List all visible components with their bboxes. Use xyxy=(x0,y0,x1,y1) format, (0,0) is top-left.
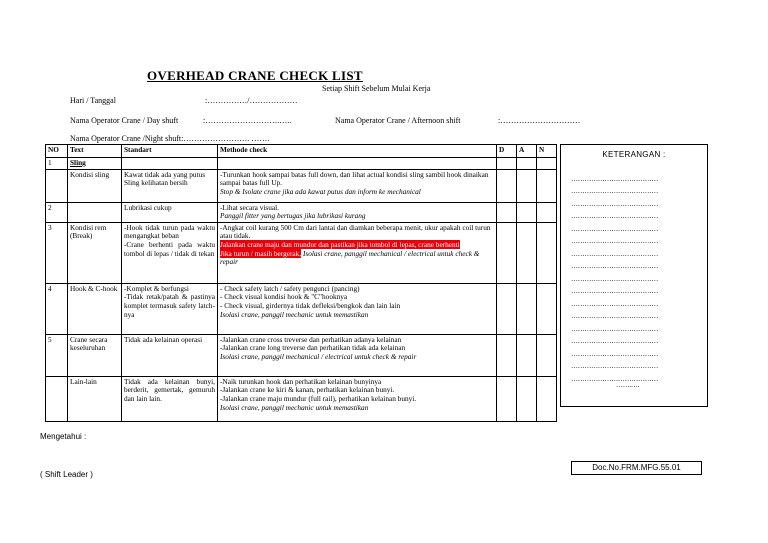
check-a[interactable] xyxy=(517,222,537,283)
afternoon-shift-operator-field[interactable]: :………………………… xyxy=(498,116,581,125)
check-a[interactable] xyxy=(517,283,537,334)
table-row xyxy=(46,334,557,376)
row-method: - Check safety latch / safety pengunci (pancing) - Check visual kondisi hook & "C"hooknya - Check visual, girdernya tidak defleksi/bengkok dan lain lain Isolasi crane, panggil mechanic untuk memastikan xyxy=(218,283,497,334)
table-row xyxy=(46,376,557,421)
night-shift-operator-line[interactable]: Nama Operator Crane /Night shuft:……………………. ……. xyxy=(70,134,270,143)
row-no: 1 xyxy=(46,158,68,170)
afternoon-shift-operator-label: Nama Operator Crane / Afternoon shift xyxy=(335,116,461,125)
keterangan-line[interactable]: ………………………………… xyxy=(571,375,659,383)
row-standart: -Hook tidak turun pada waktu mengangkat beban -Crane berhenti pada waktu tombol di lepas / tidak di tekan xyxy=(122,222,218,283)
row-text: Sling xyxy=(68,158,122,170)
row-standart: Lubrikasi cukup xyxy=(122,202,218,222)
keterangan-line[interactable]: ………………………………… xyxy=(571,225,659,233)
table-row xyxy=(46,158,557,170)
check-n[interactable] xyxy=(537,376,557,421)
row-standart: Tidak ada kelainan operasi xyxy=(122,334,218,376)
row-standart: -Komplet & berfungsi -Tidak retak/patah & pastinya komplet termasuk safety latch-nya xyxy=(122,283,218,334)
row-text: Hook & C-hook xyxy=(68,283,122,334)
row-text: Kondisi sling xyxy=(68,169,122,202)
check-d[interactable] xyxy=(497,376,517,421)
day-shift-operator-field[interactable]: :……………………….….. xyxy=(203,116,292,125)
shift-leader-label: ( Shift Leader ) xyxy=(40,470,93,479)
row-method: -Angkat coil kurang 500 Cm dari lantai dan diamkan beberapa menit, ukur apakah coil turun atau tidak. Jalankan crane maju dan mundur dan pastikan jika tombol di lepas, crane berhenti Jika turun / masih bergerak, Isolasi crane, panggil mechanical / electrical untuk check & repair xyxy=(218,222,497,283)
check-d[interactable] xyxy=(497,202,517,222)
keterangan-line[interactable]: ………………………………… xyxy=(571,200,659,208)
row-text: Lain-lain xyxy=(68,376,122,421)
check-a[interactable] xyxy=(517,376,537,421)
check-n[interactable] xyxy=(537,222,557,283)
keterangan-line[interactable]: ………………………………… xyxy=(571,262,659,270)
checklist-table xyxy=(45,144,557,422)
row-no: 4 xyxy=(46,283,68,334)
check-a[interactable] xyxy=(517,169,537,202)
keterangan-line[interactable]: ………………………………… xyxy=(571,337,659,345)
highlight-red: Jalankan crane maju dan mundur dan pastikan jika tombol di lepas, crane berhenti xyxy=(220,239,460,249)
row-method: -Lihat secara visual. Panggil fitter yang bertugas jika lubrikasi kurang xyxy=(218,202,497,222)
keterangan-line[interactable]: ………………………………… xyxy=(571,212,659,220)
keterangan-line[interactable]: ………………………………… xyxy=(571,362,659,370)
check-n[interactable] xyxy=(537,158,557,170)
date-label: Hari / Tanggal xyxy=(70,96,116,105)
row-method: -Turunkan hook sampai batas full down, dan lihat actual kondisi sling sambil hook dinaikan sampai batas full Up. Stop & Isolate crane jika ada kawat putus dan inform ke mechanical xyxy=(218,169,497,202)
header-a: A xyxy=(517,145,537,158)
keterangan-line[interactable]: ………………………………… xyxy=(571,300,659,308)
header-no: NO xyxy=(46,145,68,158)
check-d[interactable] xyxy=(497,334,517,376)
mengetahui-label: Mengetahui : xyxy=(40,432,87,441)
keterangan-line[interactable]: ………………………………… xyxy=(571,237,659,245)
header-standart: Standart xyxy=(122,145,218,158)
row-method: -Naik turunkan hook dan perhatikan kelainan bunyinya -Jalankan crane ke kiri & kanan, perhatikan kelainan bunyi. -Jalankan crane maju mundur (full rail), perhatikan kelainan bunyi. Isolasi crane, panggil mechanic untuk memastikan xyxy=(218,376,497,421)
table-row xyxy=(46,283,557,334)
highlight-red: Jika turun / masih bergerak, xyxy=(220,248,302,258)
row-text: Kondisi rem (Break) xyxy=(68,222,122,283)
keterangan-line[interactable]: ………………………………… xyxy=(571,325,659,333)
table-row xyxy=(46,202,557,222)
keterangan-line[interactable]: ………………………………… xyxy=(571,250,659,258)
check-d[interactable] xyxy=(497,222,517,283)
check-n[interactable] xyxy=(537,334,557,376)
keterangan-line-short[interactable]: …….…. xyxy=(616,381,640,389)
check-d[interactable] xyxy=(497,158,517,170)
table-row xyxy=(46,222,557,283)
keterangan-line[interactable]: ………………………………… xyxy=(571,312,659,320)
keterangan-line[interactable]: ………………………………… xyxy=(571,350,659,358)
row-method: -Jalankan crane cross treverse dan perhatikan adanya kelainan -Jalankan crane long treverse dan perhatikan tidak ada kelainan Isolasi crane, panggil mechanical / electrical untuk check & repair xyxy=(218,334,497,376)
check-a[interactable] xyxy=(517,334,537,376)
check-n[interactable] xyxy=(537,202,557,222)
check-d[interactable] xyxy=(497,283,517,334)
row-standart: Tidak ada kelainan bunyi, berderit, gemertak, gemuruh dan lain lain. xyxy=(122,376,218,421)
date-field[interactable]: :……………/……………… xyxy=(205,96,298,105)
keterangan-line[interactable]: ………………………………… xyxy=(571,187,659,195)
check-n[interactable] xyxy=(537,169,557,202)
keterangan-box xyxy=(560,144,708,407)
header-text: Text xyxy=(68,145,122,158)
row-standart: Kawat tidak ada yang putus Sling kelihatan bersih xyxy=(122,169,218,202)
check-n[interactable] xyxy=(537,283,557,334)
day-shift-operator-label: Nama Operator Crane / Day shuft xyxy=(70,116,179,125)
document-number: Doc.No.FRM.MFG.55.01 xyxy=(571,461,702,475)
table-header-row xyxy=(46,145,557,158)
keterangan-line[interactable]: ………………………………… xyxy=(571,175,659,183)
check-d[interactable] xyxy=(497,169,517,202)
row-no: 5 xyxy=(46,334,68,376)
row-text: Crane secara keseluruhan xyxy=(68,334,122,376)
document-title: OVERHEAD CRANE CHECK LIST xyxy=(147,68,363,83)
row-no: 3 xyxy=(46,222,68,283)
header-d: D xyxy=(497,145,517,158)
header-methode-check: Methode check xyxy=(218,145,497,158)
keterangan-title: KETERANGAN : xyxy=(602,150,666,159)
keterangan-line[interactable]: ………………………………… xyxy=(571,275,659,283)
header-n: N xyxy=(537,145,557,158)
shift-note: Setiap Shift Sebelum Mulai Kerja xyxy=(322,84,431,93)
table-row xyxy=(46,169,557,202)
keterangan-line[interactable]: ………………………………… xyxy=(571,287,659,295)
check-a[interactable] xyxy=(517,158,537,170)
row-no: 2 xyxy=(46,202,68,222)
check-a[interactable] xyxy=(517,202,537,222)
